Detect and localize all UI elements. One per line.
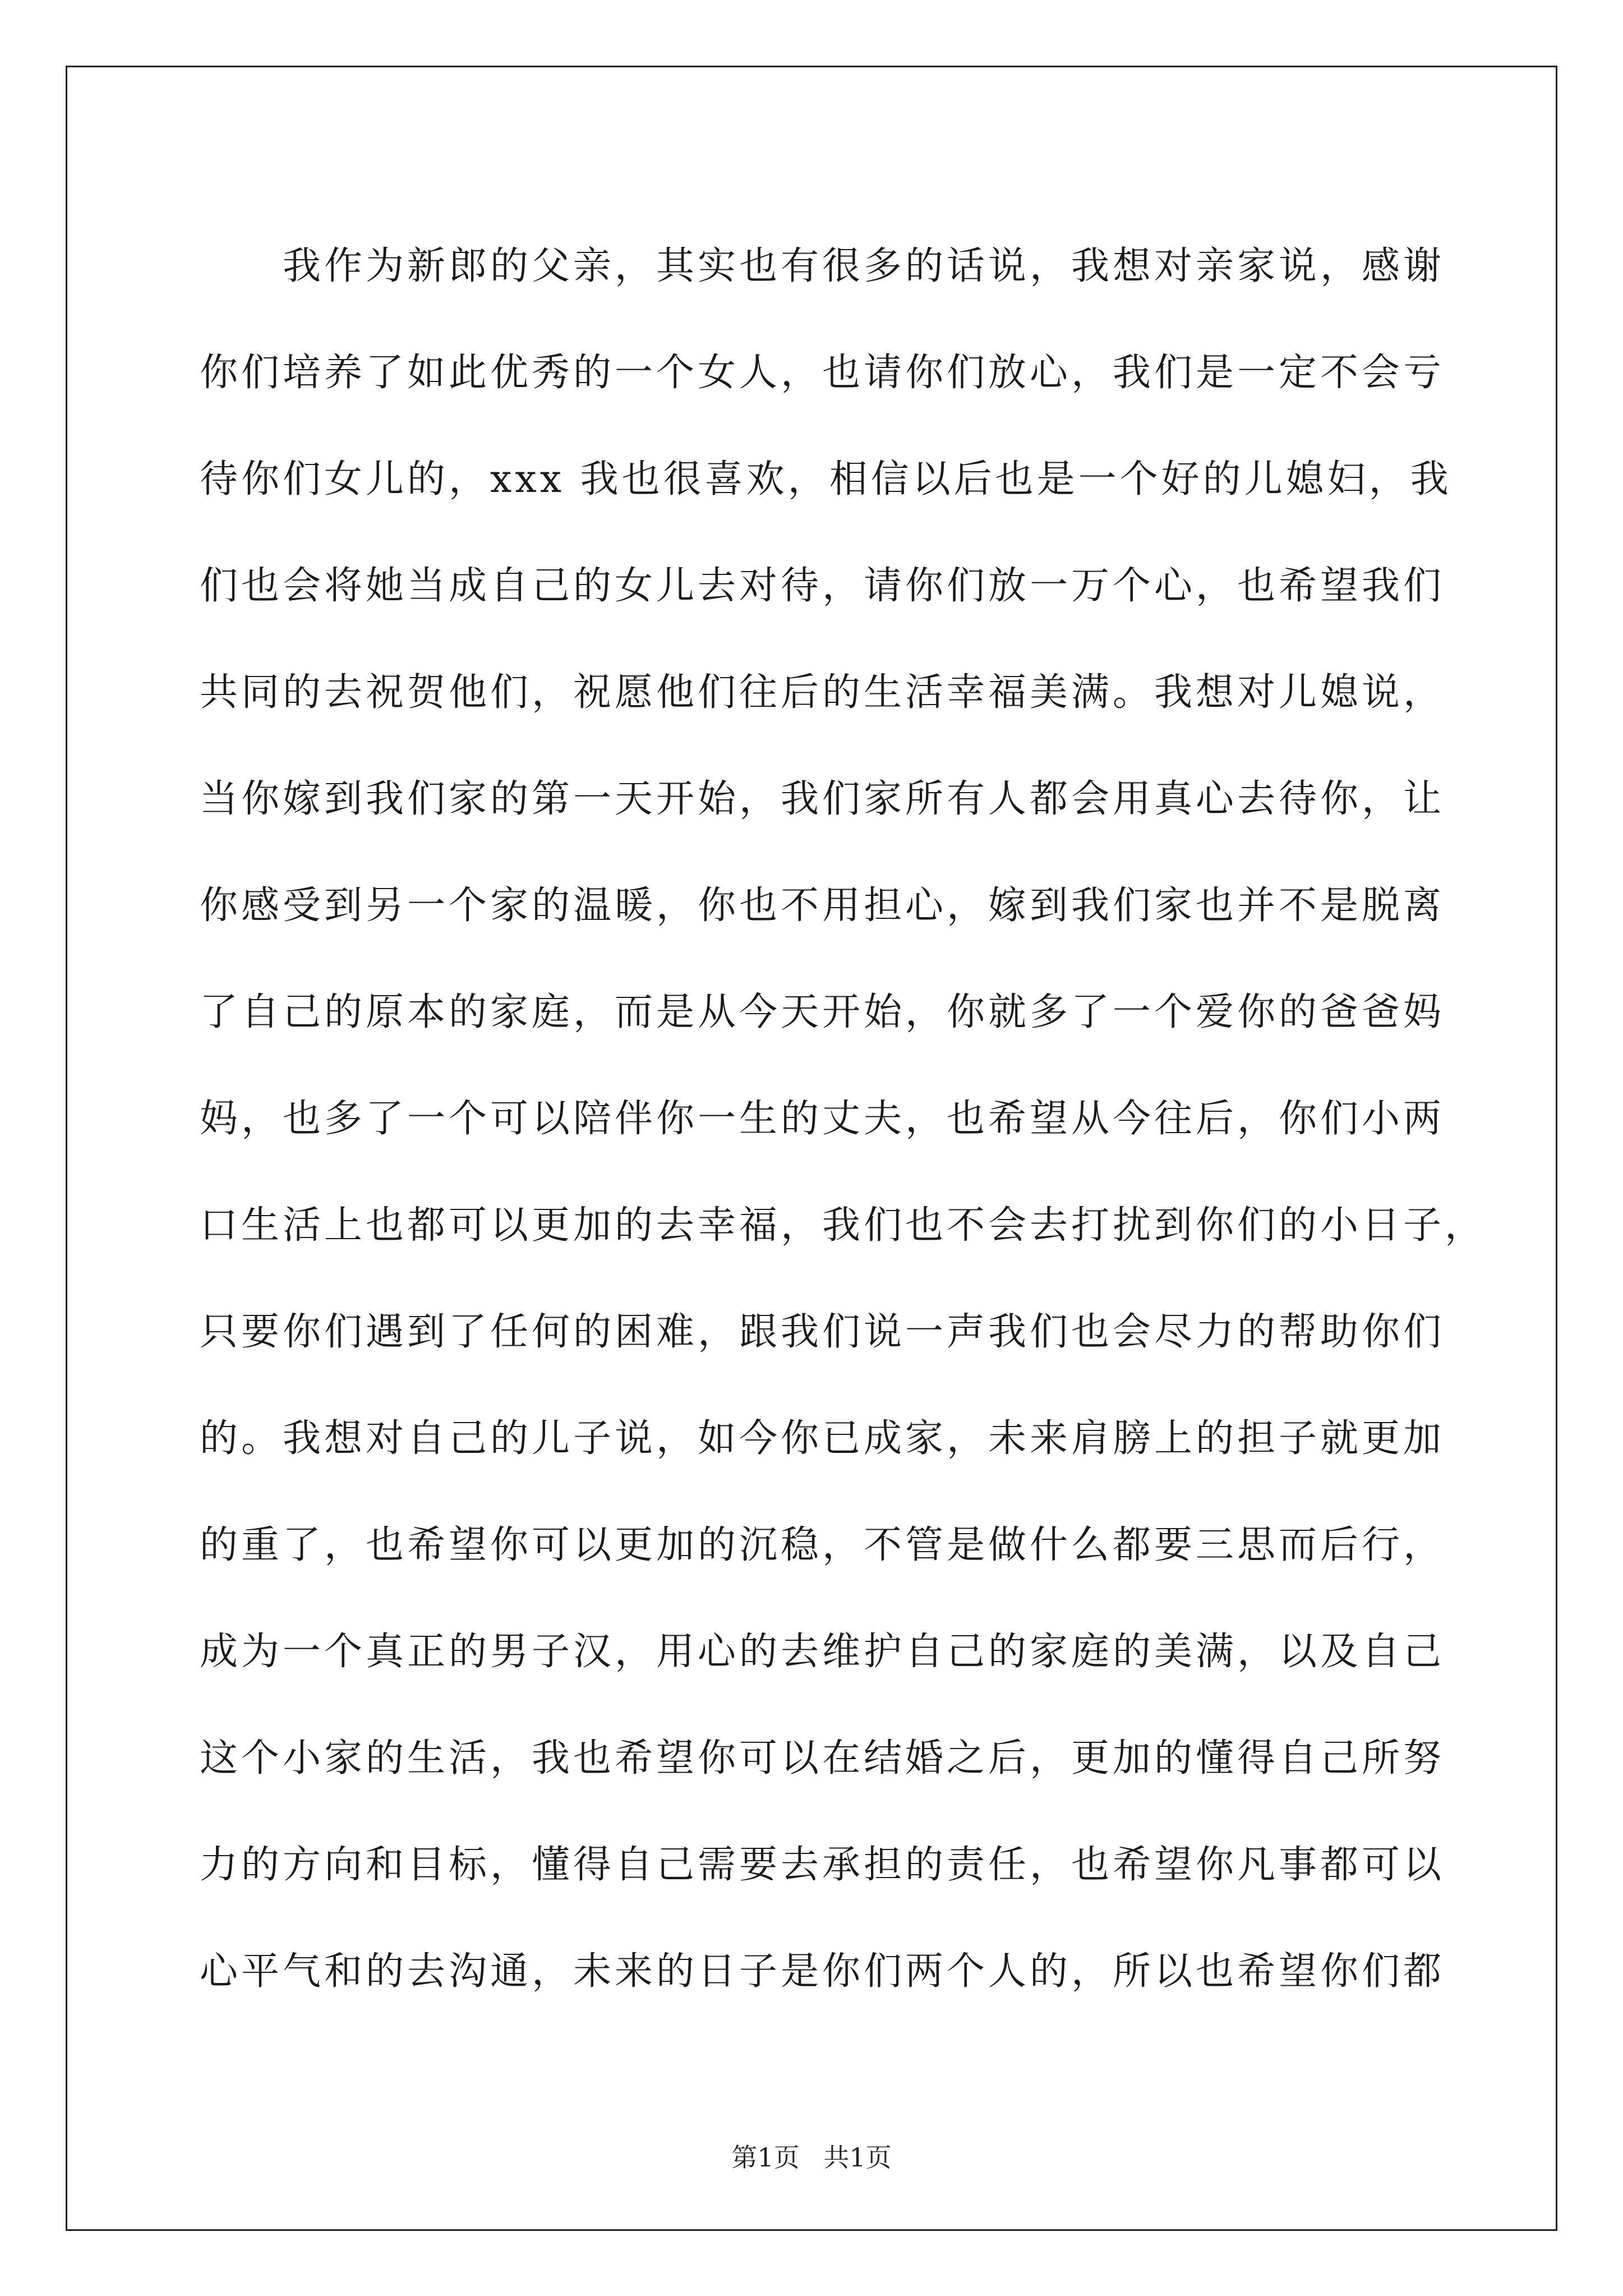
text-line: 你感受到另一个家的温暖，你也不用担心，嫁到我们家也并不是脱离 [200,884,1445,928]
text-line: 待你们女儿的，xxx 我也很喜欢，相信以后也是一个好的儿媳妇，我 [200,457,1452,501]
page-number: 第1页 [731,2142,800,2173]
text-line: 力的方向和目标，懂得自己需要去承担的责任，也希望你凡事都可以 [200,1843,1445,1887]
text-line: 们也会将她当成自己的女儿去对待，请你们放一万个心，也希望我们 [200,564,1445,608]
text-line: 我作为新郎的父亲，其实也有很多的话说，我想对亲家说，感谢 [200,244,1445,288]
text-line: 成为一个真正的男子汉，用心的去维护自己的家庭的美满，以及自己 [200,1630,1445,1674]
text-line: 你们培养了如此优秀的一个女人，也请你们放心，我们是一定不会亏 [200,351,1445,395]
text-line: 的。我想对自己的儿子说，如今你已成家，未来肩膀上的担子就更加 [200,1416,1445,1461]
text-line: 口生活上也都可以更加的去幸福，我们也不会去打扰到你们的小日子， [200,1203,1487,1248]
text-line: 共同的去祝贺他们，祝愿他们往后的生活幸福美满。我想对儿媳说， [200,670,1445,715]
document-body [200,213,1487,2025]
text-line: 了自己的原本的家庭，而是从今天开始，你就多了一个爱你的爸爸妈 [200,990,1445,1034]
page-total: 共1页 [823,2142,892,2173]
page-footer [0,2141,1623,2174]
text-line: 妈，也多了一个可以陪伴你一生的丈夫，也希望从今往后，你们小两 [200,1097,1445,1141]
text-line: 这个小家的生活，我也希望你可以在结婚之后，更加的懂得自己所努 [200,1736,1445,1780]
text-line: 当你嫁到我们家的第一天开始，我们家所有人都会用真心去待你，让 [200,777,1445,821]
text-line: 心平气和的去沟通，未来的日子是你们两个人的，所以也希望你们都 [200,1949,1445,1994]
text-line: 的重了，也希望你可以更加的沉稳，不管是做什么都要三思而后行， [200,1523,1445,1567]
text-line: 只要你们遇到了任何的困难，跟我们说一声我们也会尽力的帮助你们 [200,1310,1445,1354]
